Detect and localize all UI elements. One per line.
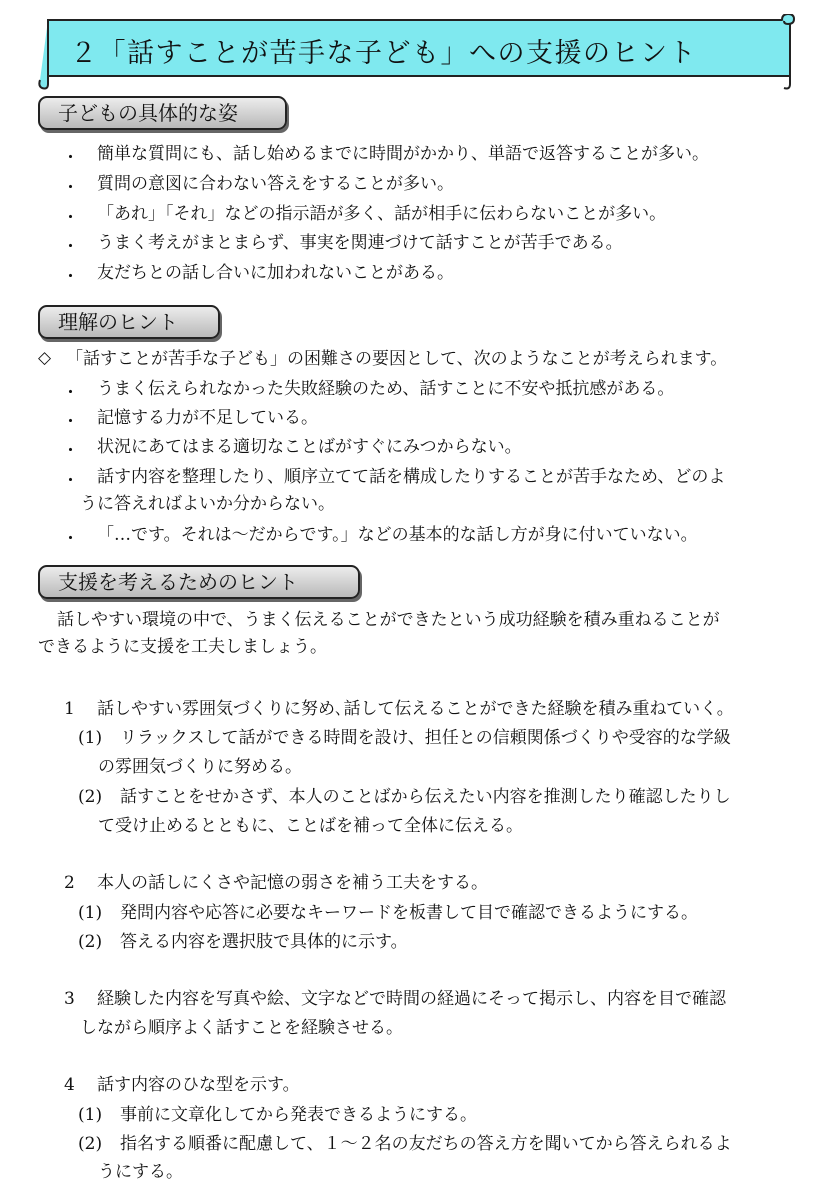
sub-item-continued: て受け止めるとともに、ことばを補って全体に伝える。: [98, 816, 523, 836]
list-item: 質問の意図に合わない答えをすることが多い。: [97, 174, 454, 194]
bullet-mark: ・: [62, 441, 79, 461]
list-item: 「あれ」「それ」などの指示語が多く、話が相手に伝わらないことが多い。: [97, 204, 667, 224]
sub-item-continued: うにする。: [98, 1162, 183, 1182]
numbered-item: 本人の話しにくさや記憶の弱さを補う工夫をする。: [97, 873, 488, 893]
numbered-item: 話す内容のひな型を示す。: [97, 1075, 300, 1095]
item-number: 4: [64, 1075, 75, 1095]
sub-item: 発問内容や応答に必要なキーワードを板書して目で確認できるようにする。: [120, 903, 698, 923]
bullet-mark: ・: [62, 383, 79, 403]
item-number: 1: [64, 699, 75, 719]
sub-item: 事前に文章化してから発表できるようにする。: [120, 1105, 477, 1125]
sub-item: リラックスして話ができる時間を設け、担任との信頼関係づくりや受容的な学級: [120, 728, 731, 748]
list-item: 話す内容を整理したり、順序立てて話を構成したりすることが苦手なため、どのよ: [97, 467, 726, 487]
page-title: ２「話すことが苦手な子ども」への支援のヒント: [70, 38, 697, 69]
list-item: 簡単な質問にも、話し始めるまでに時間がかかり、単語で返答することが多い。: [97, 144, 709, 164]
list-item: うまく考えがまとまらず、事実を関連づけて話すことが苦手である。: [97, 233, 623, 253]
numbered-item: 経験した内容を写真や絵、文字などで時間の経過にそって掲示し、内容を目で確認: [97, 989, 726, 1009]
sub-item-number: (1): [78, 728, 103, 748]
bullet-mark: ・: [62, 178, 79, 198]
bullet-mark: ・: [62, 267, 79, 287]
bullet-mark: ・: [62, 237, 79, 257]
sub-item-number: (1): [78, 1105, 103, 1125]
sub-item-number: (1): [78, 903, 103, 923]
intro-text-continued: できるように支援を工夫しましょう。: [38, 637, 327, 657]
item-number: 2: [64, 873, 75, 893]
title-banner: [38, 14, 798, 90]
intro-text: 「話すことが苦手な子ども」の困難さの要因として、次のようなことが考えられます。: [66, 349, 728, 369]
list-item: 記憶する力が不足している。: [97, 408, 318, 428]
bullet-mark: ・: [62, 208, 79, 228]
bullet-mark: ・: [62, 148, 79, 168]
list-item: 「…です。それは～だからです。」などの基本的な話し方が身に付いていない。: [97, 525, 698, 545]
sub-item: 話すことをせかさず、本人のことばから伝えたい内容を推測したり確認したりし: [120, 787, 731, 807]
sub-item: 答える内容を選択肢で具体的に示す。: [120, 932, 408, 952]
bullet-mark: ・: [62, 412, 79, 432]
bullet-mark: ・: [62, 471, 79, 491]
sub-item: 指名する順番に配慮して、１～２名の友だちの答え方を聞いてから答えられるよ: [120, 1134, 732, 1154]
diamond-icon: ◇: [38, 348, 52, 368]
section-header-child-behavior: 子どもの具体的な姿: [38, 96, 287, 130]
list-item: 状況にあてはまる適切なことばがすぐにみつからない。: [97, 437, 522, 457]
sub-item-number: (2): [78, 1134, 103, 1154]
list-item-continued: うに答えればよいか分からない。: [80, 494, 335, 514]
list-item: うまく伝えられなかった失敗経験のため、話すことに不安や抵抗感がある。: [97, 379, 675, 399]
intro-text: 話しやすい環境の中で、うまく伝えることができたという成功経験を積み重ねることが: [57, 610, 720, 630]
sub-item-number: (2): [78, 932, 103, 952]
sub-item-continued: の雰囲気づくりに努める。: [98, 757, 302, 777]
list-item: 友だちとの話し合いに加われないことがある。: [97, 263, 454, 283]
sub-item-number: (2): [78, 787, 103, 807]
numbered-item-continued: しながら順序よく話すことを経験させる。: [80, 1018, 403, 1038]
numbered-item: 話しやすい雰囲気づくりに努め､話して伝えることができた経験を積み重ねていく。: [97, 699, 734, 719]
item-number: 3: [64, 989, 75, 1009]
section-header-understanding: 理解のヒント: [38, 305, 220, 339]
section-header-support-hints: 支援を考えるためのヒント: [38, 565, 360, 599]
bullet-mark: ・: [62, 529, 79, 549]
